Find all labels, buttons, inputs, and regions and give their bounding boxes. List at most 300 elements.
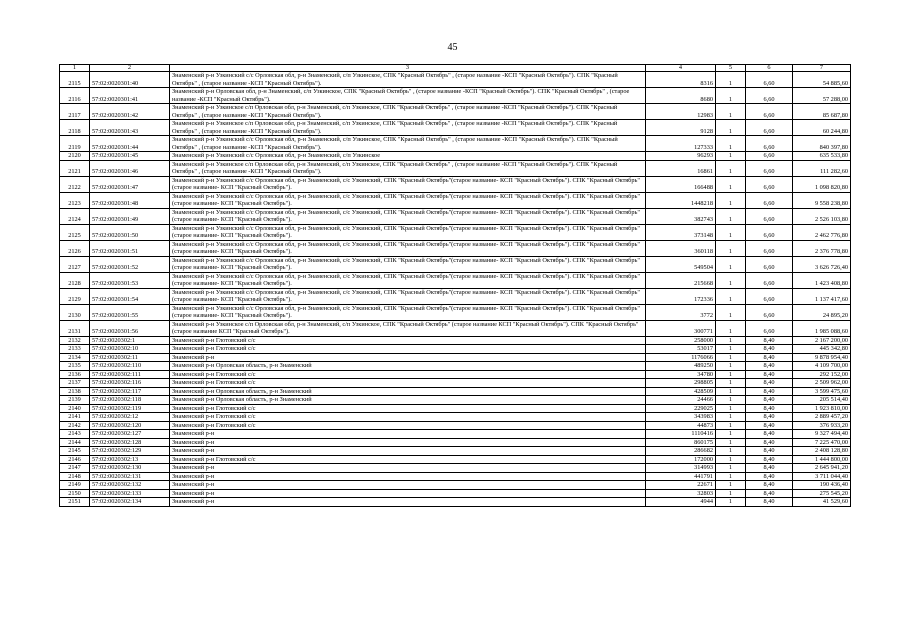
plot-location: Знаменский р-н Узкинский с/с Орловская обл, р-н Знаменский, с/с Узкинский, СПК "Красный Октябрь"(старое название- КСП "Красный Октябрь"). СПК "Красный Октябрь"(старое название- КСП "Красный Октябрь").	[170, 192, 646, 208]
share-count: 1	[716, 272, 746, 288]
plot-area: 382743	[646, 208, 716, 224]
plot-area: 53017	[646, 345, 716, 354]
plot-location: Знаменский р-н	[170, 447, 646, 456]
plot-area: 360118	[646, 240, 716, 256]
table-row	[60, 72, 851, 88]
cadastral-number: 57:02:0020301:50	[90, 224, 170, 240]
column-header: 4	[646, 65, 716, 72]
table-row	[60, 447, 851, 456]
cadastral-number: 57:02:0020301:51	[90, 240, 170, 256]
plot-location: Знаменский р-н Глотовский с/с	[170, 421, 646, 430]
table-row	[60, 464, 851, 473]
row-number: 2124	[60, 208, 90, 224]
cadastral-number: 57:02:0020302:13	[90, 455, 170, 464]
plot-area: 229025	[646, 404, 716, 413]
tax-rate: 6,60	[746, 88, 793, 104]
tax-rate: 6,60	[746, 160, 793, 176]
cadastral-value: 2 509 962,00	[793, 379, 851, 388]
share-count: 1	[716, 136, 746, 152]
column-header: 3	[170, 65, 646, 72]
cadastral-value: 1 923 810,00	[793, 404, 851, 413]
plot-location: Знаменский р-н Узкинский с/с Орловская обл, р-н Знаменский, с/с Узкинский, СПК "Красный Октябрь"(старое название- КСП "Красный Октябрь"). СПК "Красный Октябрь"(старое название- КСП "Красный Октябрь").	[170, 288, 646, 304]
row-number: 2128	[60, 272, 90, 288]
cadastral-number: 57:02:0020302:127	[90, 430, 170, 439]
tax-rate: 8,40	[746, 345, 793, 354]
plot-location: Знаменский р-н Узкинский с/с Орловская обл, р-н Знаменский, с/п Узкинское, СПК "Красный Октябрь" , (старое название -КСП "Красный Октябрь"). СПК "Красный Октябрь" , (старое название -КСП "Красный Октябрь").	[170, 72, 646, 88]
table-row	[60, 136, 851, 152]
table-row	[60, 387, 851, 396]
plot-area: 373148	[646, 224, 716, 240]
table-row	[60, 88, 851, 104]
column-header: 2	[90, 65, 170, 72]
cadastral-value: 41 529,60	[793, 498, 851, 507]
cadastral-value: 2 889 457,20	[793, 413, 851, 422]
tax-rate: 8,40	[746, 447, 793, 456]
share-count: 1	[716, 224, 746, 240]
row-number: 2121	[60, 160, 90, 176]
tax-rate: 8,40	[746, 387, 793, 396]
row-number: 2149	[60, 481, 90, 490]
share-count: 1	[716, 447, 746, 456]
plot-area: 24466	[646, 396, 716, 405]
row-number: 2117	[60, 104, 90, 120]
plot-location: Знаменский р-н Узкинский с/с Орловская обл, р-н Знаменский, с/п Узкинское, СПК "Красный Октябрь" , (старое название -КСП "Красный Октябрь"). СПК "Красный Октябрь" , (старое название -КСП "Красный Октябрь").	[170, 136, 646, 152]
table-row	[60, 224, 851, 240]
plot-area: 300771	[646, 320, 716, 336]
share-count: 1	[716, 379, 746, 388]
share-count: 1	[716, 240, 746, 256]
share-count: 1	[716, 421, 746, 430]
row-number: 2127	[60, 256, 90, 272]
row-number: 2123	[60, 192, 90, 208]
row-number: 2135	[60, 362, 90, 371]
share-count: 1	[716, 256, 746, 272]
plot-area: 3772	[646, 304, 716, 320]
plot-area: 166488	[646, 176, 716, 192]
plot-area: 441791	[646, 472, 716, 481]
plot-area: 343983	[646, 413, 716, 422]
share-count: 1	[716, 152, 746, 161]
row-number: 2145	[60, 447, 90, 456]
cadastral-number: 57:02:0020301:53	[90, 272, 170, 288]
tax-rate: 6,60	[746, 256, 793, 272]
plot-location: Знаменский р-н Узкинский с/с Орловская обл, р-н Знаменский, с/с Узкинский, СПК "Красный Октябрь"(старое название- КСП "Красный Октябрь"). СПК "Красный Октябрь"(старое название- КСП "Красный Октябрь").	[170, 208, 646, 224]
cadastral-value: 1 423 408,80	[793, 272, 851, 288]
cadastral-number: 57:02:0020302:132	[90, 481, 170, 490]
plot-area: 286682	[646, 447, 716, 456]
tax-rate: 8,40	[746, 404, 793, 413]
cadastral-number: 57:02:0020302:131	[90, 472, 170, 481]
row-number: 2139	[60, 396, 90, 405]
tax-rate: 6,60	[746, 72, 793, 88]
tax-rate: 8,40	[746, 370, 793, 379]
table-row	[60, 370, 851, 379]
cadastral-number: 57:02:0020302:1	[90, 336, 170, 345]
row-number: 2144	[60, 438, 90, 447]
tax-rate: 8,40	[746, 464, 793, 473]
cadastral-number: 57:02:0020302:130	[90, 464, 170, 473]
table-row	[60, 404, 851, 413]
share-count: 1	[716, 413, 746, 422]
table-row	[60, 272, 851, 288]
plot-location: Знаменский р-н Глотовский с/с	[170, 404, 646, 413]
cadastral-number: 57:02:0020301:49	[90, 208, 170, 224]
tax-rate: 6,60	[746, 304, 793, 320]
plot-location: Знаменский р-н Узкинский с/с Орловская обл, р-н Знаменский, с/с Узкинский, СПК "Красный Октябрь"(старое название- КСП "Красный Октябрь"). СПК "Красный Октябрь"(старое название- КСП "Красный Октябрь").	[170, 272, 646, 288]
plot-location: Знаменский р-н	[170, 489, 646, 498]
cadastral-number: 57:02:0020301:42	[90, 104, 170, 120]
row-number: 2115	[60, 72, 90, 88]
plot-location: Знаменский р-н Узкинское с/п Орловская обл, р-н Знаменский, с/п Узкинское, СПК "Красный Октябрь" , (старое название -КСП "Красный Октябрь"). СПК "Красный Октябрь" , (старое название -КСП "Красный Октябрь").	[170, 104, 646, 120]
plot-area: 22671	[646, 481, 716, 490]
share-count: 1	[716, 176, 746, 192]
cadastral-value: 111 282,60	[793, 160, 851, 176]
plot-area: 4944	[646, 498, 716, 507]
share-count: 1	[716, 88, 746, 104]
table-row	[60, 498, 851, 507]
tax-rate: 6,60	[746, 192, 793, 208]
tax-rate: 8,40	[746, 438, 793, 447]
plot-area: 8316	[646, 72, 716, 88]
plot-location: Знаменский р-н Узкинский с/с Орловская обл, р-н Знаменский, с/с Узкинский, СПК "Красный Октябрь"(старое название- КСП "Красный Октябрь"). СПК "Красный Октябрь"(старое название- КСП "Красный Октябрь").	[170, 240, 646, 256]
tax-rate: 8,40	[746, 489, 793, 498]
share-count: 1	[716, 430, 746, 439]
plot-area: 215668	[646, 272, 716, 288]
share-count: 1	[716, 404, 746, 413]
share-count: 1	[716, 472, 746, 481]
row-number: 2140	[60, 404, 90, 413]
share-count: 1	[716, 104, 746, 120]
tax-rate: 8,40	[746, 481, 793, 490]
plot-location: Знаменский р-н Глотовский с/с	[170, 379, 646, 388]
tax-rate: 8,40	[746, 336, 793, 345]
cadastral-number: 57:02:0020301:54	[90, 288, 170, 304]
share-count: 1	[716, 192, 746, 208]
row-number: 2141	[60, 413, 90, 422]
cadastral-value: 7 225 470,00	[793, 438, 851, 447]
table-body	[60, 72, 851, 507]
tax-rate: 6,60	[746, 240, 793, 256]
tax-rate: 8,40	[746, 396, 793, 405]
row-number: 2120	[60, 152, 90, 161]
column-header: 6	[746, 65, 793, 72]
table-row	[60, 438, 851, 447]
tax-rate: 8,40	[746, 430, 793, 439]
plot-area: 258000	[646, 336, 716, 345]
table-row	[60, 192, 851, 208]
table-row	[60, 120, 851, 136]
table-row	[60, 256, 851, 272]
share-count: 1	[716, 498, 746, 507]
tax-rate: 6,60	[746, 224, 793, 240]
cadastral-value: 9 327 494,40	[793, 430, 851, 439]
plot-location: Знаменский р-н Орловская область, р-н Знаменский	[170, 362, 646, 371]
plot-area: 127333	[646, 136, 716, 152]
plot-area: 34780	[646, 370, 716, 379]
cadastral-value: 9 878 954,40	[793, 353, 851, 362]
plot-location: Знаменский р-н Глотовский с/с	[170, 345, 646, 354]
cadastral-number: 57:02:0020302:133	[90, 489, 170, 498]
row-number: 2119	[60, 136, 90, 152]
row-number: 2134	[60, 353, 90, 362]
plot-location: Знаменский р-н Глотовский с/с	[170, 455, 646, 464]
plot-location: Знаменский р-н Узкинский с/с Орловская обл, р-н Знаменский, с/с Узкинский, СПК "Красный Октябрь"(старое название- КСП "Красный Октябрь"). СПК "Красный Октябрь"(старое название- КСП "Красный Октябрь").	[170, 224, 646, 240]
plot-area: 32803	[646, 489, 716, 498]
column-header: 7	[793, 65, 851, 72]
table-row	[60, 304, 851, 320]
row-number: 2137	[60, 379, 90, 388]
share-count: 1	[716, 336, 746, 345]
plot-location: Знаменский р-н Узкинский с/с Орловская обл, р-н Знаменский, с/с Узкинский, СПК "Красный Октябрь"(старое название- КСП "Красный Октябрь"). СПК "Красный Октябрь"(старое название- КСП "Красный Октябрь").	[170, 304, 646, 320]
share-count: 1	[716, 396, 746, 405]
cadastral-value: 24 895,20	[793, 304, 851, 320]
plot-area: 8680	[646, 88, 716, 104]
cadastral-value: 445 342,80	[793, 345, 851, 354]
row-number: 2125	[60, 224, 90, 240]
table-row	[60, 430, 851, 439]
table-row	[60, 379, 851, 388]
share-count: 1	[716, 370, 746, 379]
cadastral-value: 190 436,40	[793, 481, 851, 490]
row-number: 2131	[60, 320, 90, 336]
share-count: 1	[716, 362, 746, 371]
plot-location: Знаменский р-н	[170, 438, 646, 447]
cadastral-value: 60 244,80	[793, 120, 851, 136]
plot-area: 1448218	[646, 192, 716, 208]
cadastral-number: 57:02:0020301:41	[90, 88, 170, 104]
table-row	[60, 455, 851, 464]
cadastral-number: 57:02:0020302:111	[90, 370, 170, 379]
plot-area: 860175	[646, 438, 716, 447]
table-row	[60, 489, 851, 498]
row-number: 2148	[60, 472, 90, 481]
tax-rate: 6,60	[746, 152, 793, 161]
share-count: 1	[716, 481, 746, 490]
plot-area: 96293	[646, 152, 716, 161]
cadastral-value: 1 985 088,60	[793, 320, 851, 336]
tax-rate: 6,60	[746, 208, 793, 224]
row-number: 2138	[60, 387, 90, 396]
tax-rate: 8,40	[746, 413, 793, 422]
tax-rate: 8,40	[746, 362, 793, 371]
tax-rate: 8,40	[746, 472, 793, 481]
plot-location: Знаменский р-н Орловская область, р-н Знаменский	[170, 387, 646, 396]
tax-rate: 6,60	[746, 120, 793, 136]
tax-rate: 6,60	[746, 176, 793, 192]
tax-rate: 6,60	[746, 288, 793, 304]
row-number: 2150	[60, 489, 90, 498]
row-number: 2126	[60, 240, 90, 256]
table-row	[60, 208, 851, 224]
row-number: 2133	[60, 345, 90, 354]
plot-location: Знаменский р-н Узкинское с/п Орловская обл, р-н Знаменский, с/п Узкинское, СПК "Красный Октябрь" , (старое название -КСП "Красный Октябрь"). СПК "Красный Октябрь" , (старое название -КСП "Красный Октябрь").	[170, 120, 646, 136]
cadastral-value: 1 444 800,00	[793, 455, 851, 464]
cadastral-number: 57:02:0020302:12	[90, 413, 170, 422]
row-number: 2143	[60, 430, 90, 439]
cadastral-number: 57:02:0020302:119	[90, 404, 170, 413]
cadastral-value: 2 167 200,00	[793, 336, 851, 345]
page-number: 45	[447, 42, 458, 53]
plot-location: Знаменский р-н Орловская область, р-н Знаменский	[170, 396, 646, 405]
tax-rate: 6,60	[746, 320, 793, 336]
plot-location: Знаменский р-н Узкинский с/с Орловская обл, р-н Знаменский, с/п Узкинское	[170, 152, 646, 161]
plot-area: 172000	[646, 455, 716, 464]
share-count: 1	[716, 160, 746, 176]
cadastral-number: 57:02:0020301:52	[90, 256, 170, 272]
share-count: 1	[716, 288, 746, 304]
table-row	[60, 362, 851, 371]
cadastral-number: 57:02:0020302:11	[90, 353, 170, 362]
cadastral-value: 275 545,20	[793, 489, 851, 498]
plot-area: 314993	[646, 464, 716, 473]
cadastral-number: 57:02:0020301:43	[90, 120, 170, 136]
plot-location: Знаменский р-н	[170, 430, 646, 439]
row-number: 2116	[60, 88, 90, 104]
plot-location: Знаменский р-н Орловская обл, р-н Знаменский, с/п Узкинское, СПК "Красный Октябрь" , (старое название -КСП "Красный Октябрь"). СПК "Красный Октябрь" , (старое название -КСП "Красный Октябрь").	[170, 88, 646, 104]
tax-rate: 6,60	[746, 104, 793, 120]
table-row	[60, 413, 851, 422]
cadastral-value: 3 626 726,40	[793, 256, 851, 272]
row-number: 2136	[60, 370, 90, 379]
cadastral-number: 57:02:0020302:120	[90, 421, 170, 430]
cadastral-number: 57:02:0020301:56	[90, 320, 170, 336]
plot-location: Знаменский р-н Глотовский с/с	[170, 370, 646, 379]
table-row	[60, 104, 851, 120]
table-row	[60, 396, 851, 405]
row-number: 2151	[60, 498, 90, 507]
cadastral-value: 3 711 044,40	[793, 472, 851, 481]
tax-rate: 8,40	[746, 498, 793, 507]
cadastral-value: 1 137 417,60	[793, 288, 851, 304]
share-count: 1	[716, 72, 746, 88]
cadastral-number: 57:02:0020301:46	[90, 160, 170, 176]
share-count: 1	[716, 455, 746, 464]
share-count: 1	[716, 208, 746, 224]
plot-location: Знаменский р-н	[170, 353, 646, 362]
tax-rate: 6,60	[746, 136, 793, 152]
column-header: 1	[60, 65, 90, 72]
plot-area: 489250	[646, 362, 716, 371]
share-count: 1	[716, 120, 746, 136]
cadastral-value: 2 645 941,20	[793, 464, 851, 473]
share-count: 1	[716, 464, 746, 473]
cadastral-number: 57:02:0020302:10	[90, 345, 170, 354]
share-count: 1	[716, 304, 746, 320]
cadastral-value: 4 109 700,00	[793, 362, 851, 371]
cadastral-number: 57:02:0020302:117	[90, 387, 170, 396]
share-count: 1	[716, 320, 746, 336]
plot-location: Знаменский р-н Узкинский с/с Орловская обл, р-н Знаменский, с/с Узкинский, СПК "Красный Октябрь"(старое название- КСП "Красный Октябрь"). СПК "Красный Октябрь"(старое название- КСП "Красный Октябрь").	[170, 176, 646, 192]
cadastral-value: 2 376 778,80	[793, 240, 851, 256]
plot-area: 9128	[646, 120, 716, 136]
plot-area: 549504	[646, 256, 716, 272]
table-row	[60, 353, 851, 362]
plot-area: 44873	[646, 421, 716, 430]
table-row	[60, 421, 851, 430]
table-row	[60, 240, 851, 256]
table-row	[60, 320, 851, 336]
cadastral-value: 1 098 820,80	[793, 176, 851, 192]
share-count: 1	[716, 353, 746, 362]
tax-rate: 6,60	[746, 272, 793, 288]
row-number: 2132	[60, 336, 90, 345]
tax-rate: 8,40	[746, 379, 793, 388]
tax-rate: 8,40	[746, 353, 793, 362]
table-row	[60, 288, 851, 304]
plot-area: 428509	[646, 387, 716, 396]
plot-location: Знаменский р-н	[170, 472, 646, 481]
cadastral-value: 57 288,00	[793, 88, 851, 104]
cadastral-number: 57:02:0020302:134	[90, 498, 170, 507]
row-number: 2130	[60, 304, 90, 320]
plot-area: 12983	[646, 104, 716, 120]
cadastral-value: 2 408 128,80	[793, 447, 851, 456]
cadastral-number: 57:02:0020301:45	[90, 152, 170, 161]
cadastral-value: 54 885,60	[793, 72, 851, 88]
row-number: 2118	[60, 120, 90, 136]
plot-location: Знаменский р-н	[170, 481, 646, 490]
cadastral-number: 57:02:0020302:110	[90, 362, 170, 371]
cadastral-value: 9 558 238,80	[793, 192, 851, 208]
plot-area: 172336	[646, 288, 716, 304]
share-count: 1	[716, 345, 746, 354]
cadastral-number: 57:02:0020301:48	[90, 192, 170, 208]
row-number: 2147	[60, 464, 90, 473]
cadastral-number: 57:02:0020301:55	[90, 304, 170, 320]
table-row	[60, 481, 851, 490]
row-number: 2122	[60, 176, 90, 192]
table-row	[60, 336, 851, 345]
plot-area: 298805	[646, 379, 716, 388]
table-header-row	[60, 65, 851, 72]
cadastral-value: 2 462 776,80	[793, 224, 851, 240]
row-number: 2142	[60, 421, 90, 430]
cadastral-value: 840 397,80	[793, 136, 851, 152]
plot-location: Знаменский р-н	[170, 498, 646, 507]
plot-area: 1110416	[646, 430, 716, 439]
cadastral-value: 205 514,40	[793, 396, 851, 405]
share-count: 1	[716, 387, 746, 396]
table-row	[60, 345, 851, 354]
land-plots-table	[59, 64, 851, 507]
row-number: 2146	[60, 455, 90, 464]
plot-location: Знаменский р-н Глотовский с/с	[170, 413, 646, 422]
cadastral-value: 376 933,20	[793, 421, 851, 430]
plot-location: Знаменский р-н Узкинское с/п Орловская обл, р-н Знаменский, с/п Узкинское, СПК "Красный Октябрь" , (старое название -КСП "Красный Октябрь"). СПК "Красный Октябрь" , (старое название -КСП "Красный Октябрь").	[170, 160, 646, 176]
cadastral-value: 635 533,80	[793, 152, 851, 161]
cadastral-value: 3 599 475,60	[793, 387, 851, 396]
plot-location: Знаменский р-н Узкинский с/с Орловская обл, р-н Знаменский, с/с Узкинский, СПК "Красный Октябрь"(старое название- КСП "Красный Октябрь"). СПК "Красный Октябрь"(старое название- КСП "Красный Октябрь").	[170, 256, 646, 272]
row-number: 2129	[60, 288, 90, 304]
plot-area: 1176066	[646, 353, 716, 362]
plot-location: Знаменский р-н Узкинское с/п Орловская обл, р-н Знаменский, с/п Узкинское, СПК "Красный Октябрь" (старое название КСП "Красный Октябрь"). СПК "Красный Октябрь" (старое название КСП "Красный Октябрь").	[170, 320, 646, 336]
plot-area: 16861	[646, 160, 716, 176]
cadastral-number: 57:02:0020302:118	[90, 396, 170, 405]
table-row	[60, 152, 851, 161]
table-row	[60, 176, 851, 192]
table-row	[60, 160, 851, 176]
tax-rate: 8,40	[746, 455, 793, 464]
cadastral-number: 57:02:0020301:47	[90, 176, 170, 192]
cadastral-number: 57:02:0020301:40	[90, 72, 170, 88]
cadastral-number: 57:02:0020302:116	[90, 379, 170, 388]
tax-rate: 8,40	[746, 421, 793, 430]
cadastral-number: 57:02:0020302:129	[90, 447, 170, 456]
table-row	[60, 472, 851, 481]
plot-location: Знаменский р-н	[170, 464, 646, 473]
plot-location: Знаменский р-н Глотовский с/с	[170, 336, 646, 345]
share-count: 1	[716, 438, 746, 447]
